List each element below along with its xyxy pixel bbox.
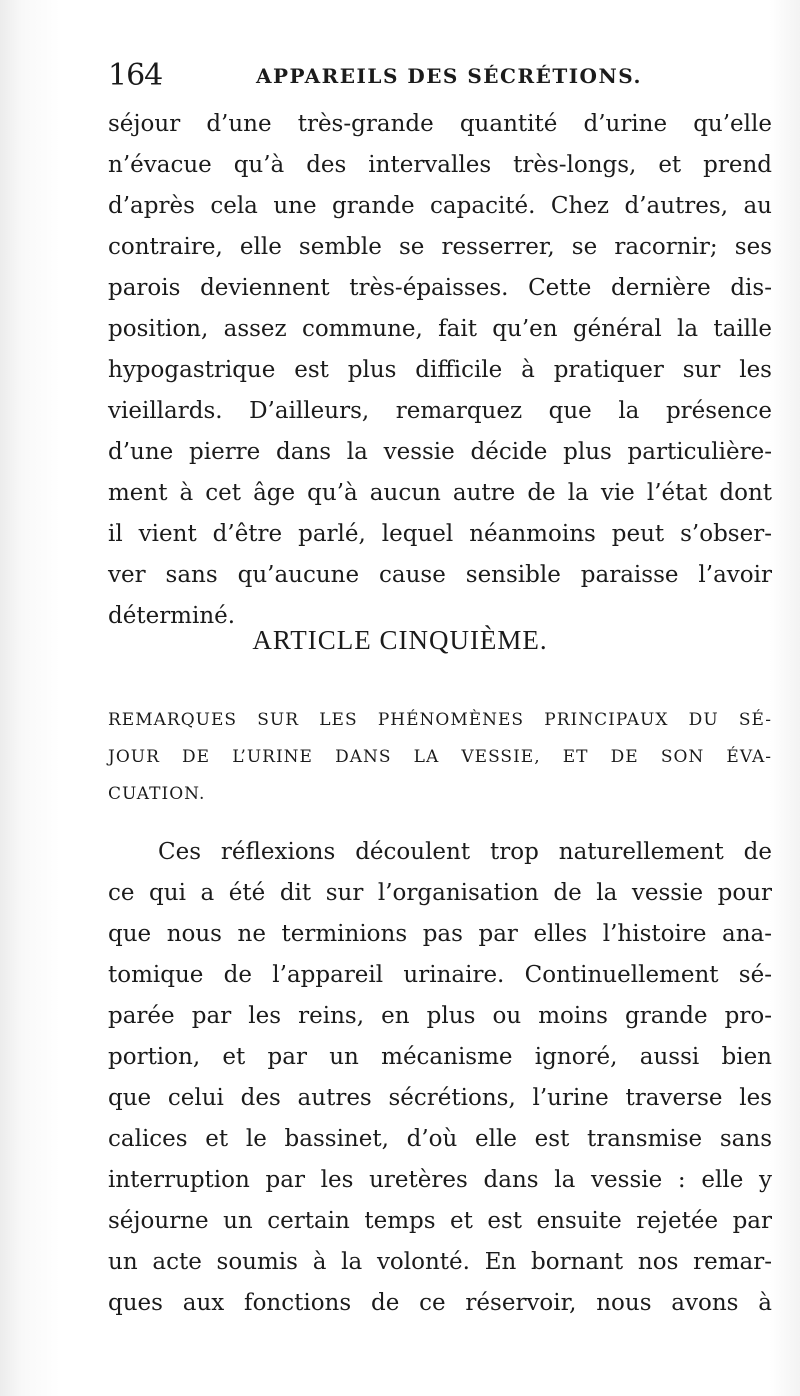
section-subheading-line: CUATION. [108,784,206,804]
section-subheading-line: JOUR DE L’URINE DANS LA VESSIE, ET DE SON ÉVA- [108,747,772,767]
text-line: déterminé. [108,603,236,629]
running-head: APPAREILS DES SÉCRÉTIONS. [256,64,642,88]
text-line: d’une pierre dans la vessie décide plus particulière- [108,439,772,465]
text-line: interruption par les uretères dans la vessie : elle y [108,1167,772,1193]
text-line: ce qui a été dit sur l’organisation de la vessie pour [108,880,772,906]
text-line: séjourne un certain temps et est ensuite rejetée par [108,1208,772,1234]
page-header [108,56,708,96]
text-line: ver sans qu’aucune cause sensible paraisse l’avoir [108,562,772,588]
text-line: parois deviennent très-épaisses. Cette dernière dis- [108,275,772,301]
text-line: vieillards. D’ailleurs, remarquez que la présence [108,398,772,424]
text-line: d’après cela une grande capacité. Chez d’autres, au [108,193,772,219]
section-subheading-line: REMARQUES SUR LES PHÉNOMÈNES PRINCIPAUX DU SÉ- [108,710,772,730]
text-line: position, assez commune, fait qu’en général la taille [108,316,772,342]
text-line: n’évacue qu’à des intervalles très-longs, et prend [108,152,772,178]
article-title: ARTICLE CINQUIÈME. [252,625,548,655]
text-line: séjour d’une très-grande quantité d’urine qu’elle [108,111,772,137]
text-line: contraire, elle semble se resserrer, se racornir; ses [108,234,772,260]
text-line: ment à cet âge qu’à aucun autre de la vie l’état dont [108,480,772,506]
text-line: tomique de l’appareil urinaire. Continuellement sé- [108,962,772,988]
text-line: calices et le bassinet, d’où elle est transmise sans [108,1126,772,1152]
text-line: parée par les reins, en plus ou moins grande pro- [108,1003,772,1029]
text-line: ques aux fonctions de ce réservoir, nous avons à [108,1290,772,1316]
page-number: 164 [108,58,163,93]
text-line: portion, et par un mécanisme ignoré, aussi bien [108,1044,772,1070]
text-line: il vient d’être parlé, lequel néanmoins peut s’obser- [108,521,772,547]
text-line: que nous ne terminions pas par elles l’histoire ana- [108,921,772,947]
text-line: Ces réflexions découlent trop naturellement de [158,839,772,865]
text-line: hypogastrique est plus difficile à pratiquer sur les [108,357,772,383]
text-line: que celui des autres sécrétions, l’urine traverse les [108,1085,772,1111]
text-line: un acte soumis à la volonté. En bornant nos remar- [108,1249,772,1275]
